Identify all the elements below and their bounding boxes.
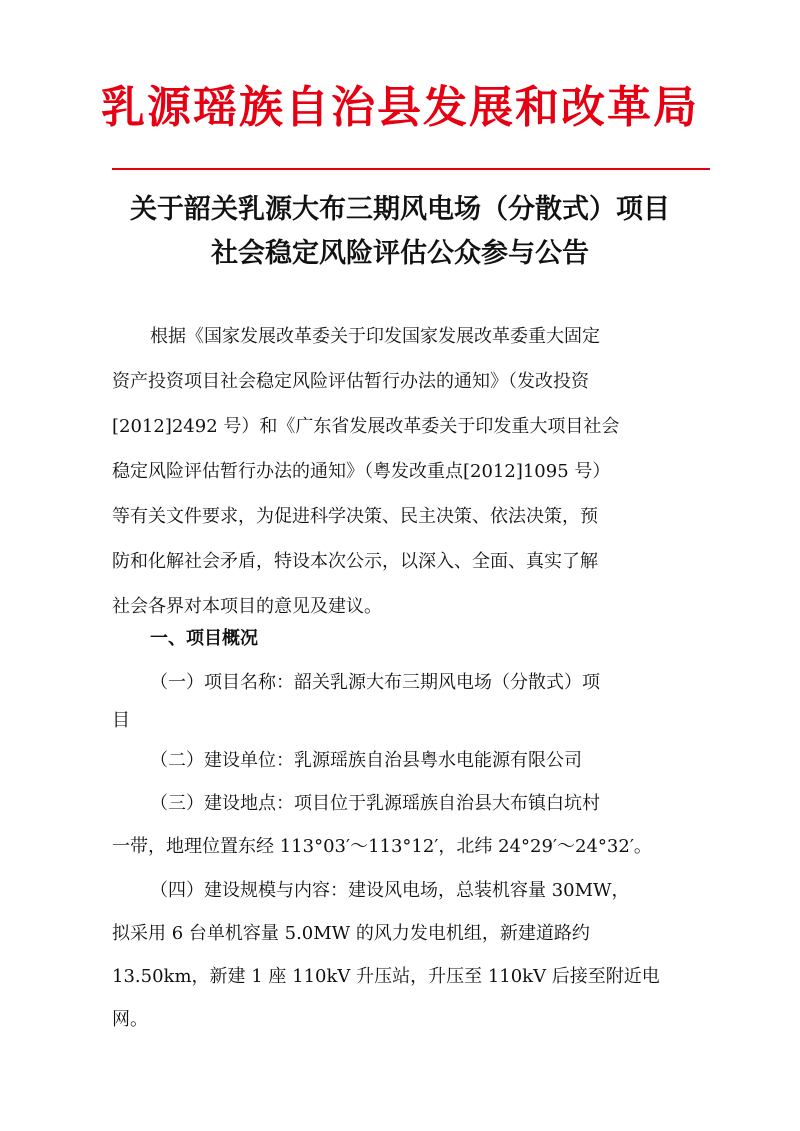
intro-line: 防和化解社会矛盾，特设本次公示，以深入、全面、真实了解 <box>112 551 598 572</box>
scale-line: （四）建设规模与内容：建设风电场，总装机容量 30MW， <box>150 880 630 901</box>
project-name-line: （一）项目名称：韶关乳源大布三期风电场（分散式）项 <box>150 672 600 693</box>
location-line: 一带，地理位置东经 113°03′～113°12′，北纬 24°29′～24°32′。 <box>112 836 652 857</box>
intro-line: 资产投资项目社会稳定风险评估暂行办法的通知》（发改投资 <box>112 371 589 392</box>
scale-line: 13.50km，新建 1 座 110kV 升压站，升压至 110kV 后接至附近电 <box>112 966 660 987</box>
letterhead-red-rule <box>112 168 710 170</box>
intro-line: 社会各界对本项目的意见及建议。 <box>112 596 382 617</box>
letterhead-agency-name: 乳源瑶族自治县发展和改革局 <box>101 82 699 133</box>
document-title-line-2: 社会稳定风险评估公众参与公告 <box>211 238 589 269</box>
intro-line: 稳定风险评估暂行办法的通知》（粤发改重点[2012]1095 号） <box>112 461 611 482</box>
project-name-line: 目 <box>112 710 130 731</box>
scale-line: 网。 <box>112 1009 148 1030</box>
section-heading: 一、项目概况 <box>150 628 258 649</box>
intro-line: [2012]2492 号）和《广东省发展改革委关于印发重大项目社会 <box>112 416 620 437</box>
scale-line: 拟采用 6 台单机容量 5.0MW 的风力发电机组，新建道路约 <box>112 923 590 944</box>
intro-line: 等有关文件要求，为促进科学决策、民主决策、依法决策，预 <box>112 506 598 527</box>
builder-line: （二）建设单位：乳源瑶族自治县粤水电能源有限公司 <box>150 750 582 771</box>
location-line: （三）建设地点：项目位于乳源瑶族自治县大布镇白坑村 <box>150 793 600 814</box>
document-title-line-1: 关于韶关乳源大布三期风电场（分散式）项目 <box>130 194 670 225</box>
intro-line: 根据《国家发展改革委关于印发国家发展改革委重大固定 <box>150 326 600 347</box>
